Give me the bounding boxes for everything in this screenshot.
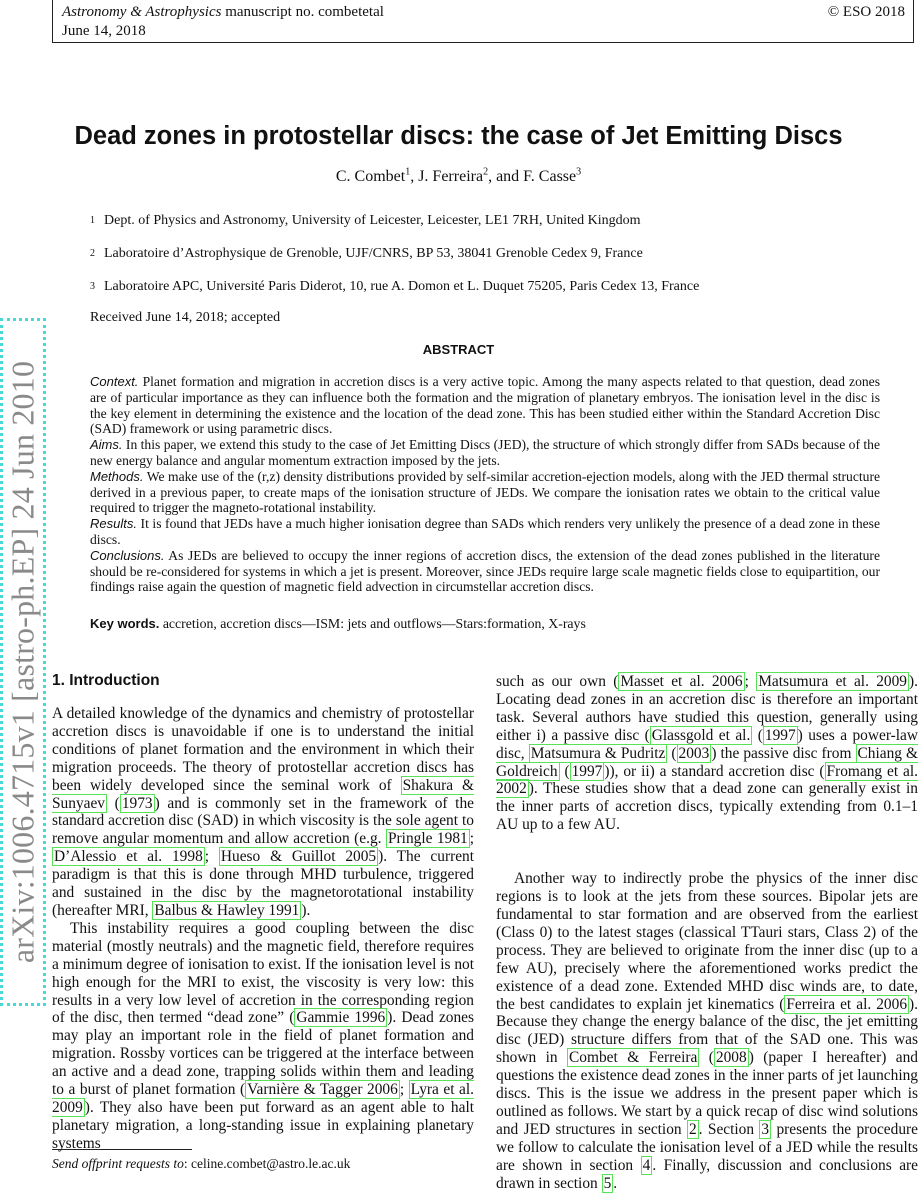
author-name: J. Ferreira — [418, 168, 484, 185]
citation-link[interactable]: Masset et al. 2006 — [620, 673, 743, 690]
keywords-label: Key words. — [90, 616, 160, 631]
abstract-heading: ABSTRACT — [422, 342, 495, 357]
citation-link[interactable]: 2003 — [678, 744, 710, 762]
body-text: )), or ii) a standard accretion disc ( — [604, 762, 825, 780]
footnote-label: Send offprint requests to — [52, 1156, 184, 1171]
affiliation-number: 1 — [90, 215, 95, 226]
right-column — [496, 673, 918, 1192]
body-text: ) uses a power-law disc, — [496, 726, 918, 762]
affiliation — [90, 245, 643, 263]
abstract-results — [90, 516, 880, 548]
citation-link[interactable]: Chiang & Goldreich — [496, 744, 918, 780]
body-text: ( — [667, 744, 677, 762]
author-affil-mark: 1 — [405, 166, 411, 178]
body-text: ). — [301, 901, 311, 919]
abstract-methods — [90, 469, 880, 516]
citation-link[interactable]: Shakura & Sunyaev — [52, 776, 474, 812]
body-text: ( — [559, 762, 570, 780]
body-text: ; — [744, 673, 757, 690]
abstract-text: Planet formation and migration in accretion discs is a very active topic. Among the many aspects related to that question, dead zones are of particular importance as they can influence both the formation and the migration of planetary embryos. The ionisation level in the disc is the key element in determining the existence and the location of the dead zone. This has been studied either within the Standard Accretion Disc (SAD) framework or using parametric discs. — [90, 374, 880, 437]
body-text: ) and is commonly set in the framework of the standard accretion disc (SAD) in which viscosity is the sole agent to remove angular momentum and allow accretion (e.g. — [52, 794, 474, 848]
affiliation-text: Dept. of Physics and Astronomy, University of Leicester, Leicester, LE1 7RH, United Kingdom — [104, 213, 641, 228]
citation-link[interactable]: 1997 — [764, 726, 796, 744]
intro-paragraph-4 — [496, 870, 918, 1192]
copyright: © ESO 2018 — [827, 4, 905, 20]
citation-link[interactable]: Gammie 1996 — [296, 1009, 386, 1027]
citation-link[interactable]: Balbus & Hawley 1991 — [154, 901, 300, 919]
body-text: . Section — [698, 1120, 760, 1138]
abstract-label: Methods. — [90, 468, 144, 484]
author-name: F. Casse — [523, 168, 577, 185]
affiliation-number: 3 — [90, 281, 95, 292]
body-text: ). The current paradigm is that this is done through MHD turbulence, triggered and sustained in the disc by the magnetorotational instability (hereafter MRI, — [52, 848, 475, 919]
arxiv-stamp[interactable] — [0, 318, 46, 1006]
body-text: Another way to indirectly probe the physics of the inner disc regions is to look at the jets from these sources. Bipolar jets are fundamental to star formation and are observed from the earliest (Class 0) to the latest stages (classical TTauri stars, Class 2) of the process. They are believed to originate from the inner disc (up to a few AU), precisely where the aforementioned works predict the existence of a dead zone. Extended MHD disc winds are, to date, the best candidates to explain jet kinematics ( — [496, 870, 918, 1013]
affiliation — [90, 212, 640, 230]
citation-link[interactable]: Matsumura et al. 2009 — [758, 673, 908, 690]
author-affil-mark: 3 — [576, 166, 582, 178]
section-ref-link[interactable]: 3 — [761, 1120, 770, 1138]
body-text: ; — [399, 1081, 409, 1099]
body-text: ( — [752, 726, 763, 744]
body-text: ). Because they change the energy balance of the disc, the jet emitting disc (JED) structure differs from that of the SAD one. This was shown in — [496, 995, 918, 1067]
section-heading-introduction: 1. Introduction — [52, 672, 160, 689]
section-ref-link[interactable]: 4 — [642, 1156, 651, 1174]
abstract-body — [90, 374, 880, 595]
abstract-text: We make use of the (r,z) density distributions provided by self-similar accretion-ejection models, along with the JED thermal structure derived in a previous paper, to create maps of the ionisation structure of JEDs. We compare the ionisation rates we obtain to the critical value required to trigger the magneto-rotational instability. — [90, 468, 881, 516]
body-text: ). Locating dead zones in an accretion disc is therefore an important task. Several authors have studied this question, generally using either i) a passive disc ( — [496, 673, 918, 744]
citation-link[interactable]: Combet & Ferreira — [569, 1049, 698, 1067]
citation-link[interactable]: 1973 — [121, 794, 153, 812]
body-text: ; — [469, 830, 474, 848]
manuscript-id: manuscript no. combetetal — [225, 4, 384, 20]
citation-link[interactable]: Pringle 1981 — [387, 830, 468, 848]
body-text: ) the passive disc from — [711, 744, 856, 762]
abstract-aims — [90, 437, 880, 469]
abstract-conclusions — [90, 548, 880, 595]
body-text: This instability requires a good coupling between the disc material (mostly neutrals) and the magnetic field, therefore requires a minimum degree of ionisation to exist. If the ionisation level is not high enough for the MRI to exist, the viscosity is very low: this results in a very low level of accretion in the corresponding region of the disc, then termed “dead zone” ( — [52, 919, 474, 1027]
body-text: ). Dead zones may play an important role in the field of planet formation and migration. Rossby vortices can be triggered at the interface between an active and a dead zone, trapping solids within them and leading to a burst of planet formation ( — [52, 1009, 475, 1099]
abstract-label: Context. — [90, 374, 139, 389]
body-text: A detailed knowledge of the dynamics and chemistry of protostellar accretion discs is unavoidable if one is to understand the initial conditions of planet formation and the environment in which their migration proceeds. The theory of protostellar accretion discs has been widely developed since the seminal work of — [52, 705, 474, 794]
citation-link[interactable]: Glassgold et al. — [651, 726, 751, 744]
abstract-label: Conclusions. — [90, 547, 165, 563]
affiliation-text: Laboratoire APC, Université Paris Diderot, 10, rue A. Domon et L. Duquet 75205, Paris Cedex 13, France — [104, 279, 700, 294]
body-text: such as our own ( — [496, 673, 619, 690]
column-gap — [496, 834, 918, 870]
body-text: ( — [107, 794, 120, 812]
intro-paragraph-2 — [52, 920, 474, 1153]
body-text: ( — [699, 1049, 714, 1067]
author-separator: , — [410, 168, 419, 185]
citation-link[interactable]: Lyra et al. 2009 — [52, 1081, 474, 1116]
intro-paragraph-3 — [496, 673, 918, 834]
affiliation-number: 2 — [90, 248, 95, 259]
header-box — [52, 0, 914, 43]
footnote — [52, 1155, 350, 1172]
body-text: . — [613, 1174, 618, 1192]
keywords — [90, 615, 880, 633]
citation-link[interactable]: 2008 — [715, 1049, 747, 1067]
citation-link[interactable]: Fromang et al. 2002 — [496, 762, 918, 798]
journal-line — [62, 3, 384, 22]
abstract-text: It is found that JEDs have a much higher ionisation degree than SADs which renders very unlikely the presence of a dead zone in these discs. — [90, 516, 880, 547]
citation-link[interactable]: 1997 — [571, 762, 603, 780]
citation-link[interactable]: Ferreira et al. 2006 — [786, 995, 908, 1013]
abstract-label: Aims. — [90, 437, 123, 453]
arxiv-identifier[interactable]: arXiv:1006.4715v1 [astro-ph.EP] 24 Jun 2010 — [4, 360, 41, 964]
footnote-text: : celine.combet@astro.le.ac.uk — [183, 1156, 351, 1171]
author-affil-mark: 2 — [483, 166, 489, 178]
intro-paragraph-1 — [52, 705, 474, 920]
citation-link[interactable]: D’Alessio et al. 1998 — [54, 848, 203, 866]
journal-name: Astronomy & Astrophysics — [62, 4, 222, 20]
author-list — [0, 166, 917, 188]
header-date: June 14, 2018 — [62, 23, 146, 39]
affiliation — [90, 278, 699, 296]
received-line: Received June 14, 2018; accepted — [90, 310, 281, 325]
body-text: presents the procedure we follow to calculate the ionisation level of a JED while the results are shown in section — [496, 1120, 918, 1174]
abstract-text: In this paper, we extend this study to the case of Jet Emitting Discs (JED), the structure of which strongly differ from SADs because of the new energy balance and angular momentum extraction imposed by the jets. — [90, 437, 880, 468]
body-text: ). These studies show that a dead zone can generally exist in the inner parts of accretion discs, typically extending from 0.1–1 AU up to a few AU. — [496, 780, 918, 834]
author-separator: , and — [488, 168, 524, 185]
abstract-text: As JEDs are believed to occupy the inner regions of accretion discs, the extension of the dead zones published in the literature should be re-considered for systems in which a jet is present. Moreover, since JEDs require large scale magnetic fields close to equipartition, our findings raise again the question of magnetic field advection in circumstellar accretion discs. — [90, 547, 880, 595]
section-ref-link[interactable]: 5 — [603, 1174, 612, 1192]
section-ref-link[interactable]: 2 — [688, 1120, 697, 1138]
body-text: ; — [204, 848, 219, 866]
citation-link[interactable]: Matsumura & Pudritz — [530, 744, 666, 762]
paper-title: Dead zones in protostellar discs: the case of Jet Emitting Discs — [74, 122, 843, 150]
footnote-rule — [52, 1149, 192, 1150]
citation-link[interactable]: Varnière & Tagger 2006 — [247, 1081, 398, 1099]
author-name: C. Combet — [335, 168, 406, 185]
body-text: . Finally, discussion and conclusions are drawn in section — [496, 1156, 918, 1192]
abstract-context — [90, 374, 880, 437]
left-column — [52, 705, 474, 1153]
keywords-text: accretion, accretion discs—ISM: jets and outflows—Stars:formation, X-rays — [162, 616, 586, 631]
abstract-label: Results. — [90, 516, 137, 532]
citation-link[interactable]: Hueso & Guillot 2005 — [220, 848, 377, 866]
body-text: ). They also have been put forward as an agent able to halt planetary migration, a long-standing issue in explaining planetary systems — [52, 1098, 474, 1152]
body-text: ) (paper I hereafter) and questions the existence dead zones in the inner parts of jet launching discs. This is the issue we address in the present paper which is outlined as follows. We start by a quick recap of disc wind solutions and JED structures in section — [496, 1049, 918, 1138]
affiliation-text: Laboratoire d’Astrophysique de Grenoble, UJF/CNRS, BP 53, 38041 Grenoble Cedex 9, France — [104, 246, 643, 261]
